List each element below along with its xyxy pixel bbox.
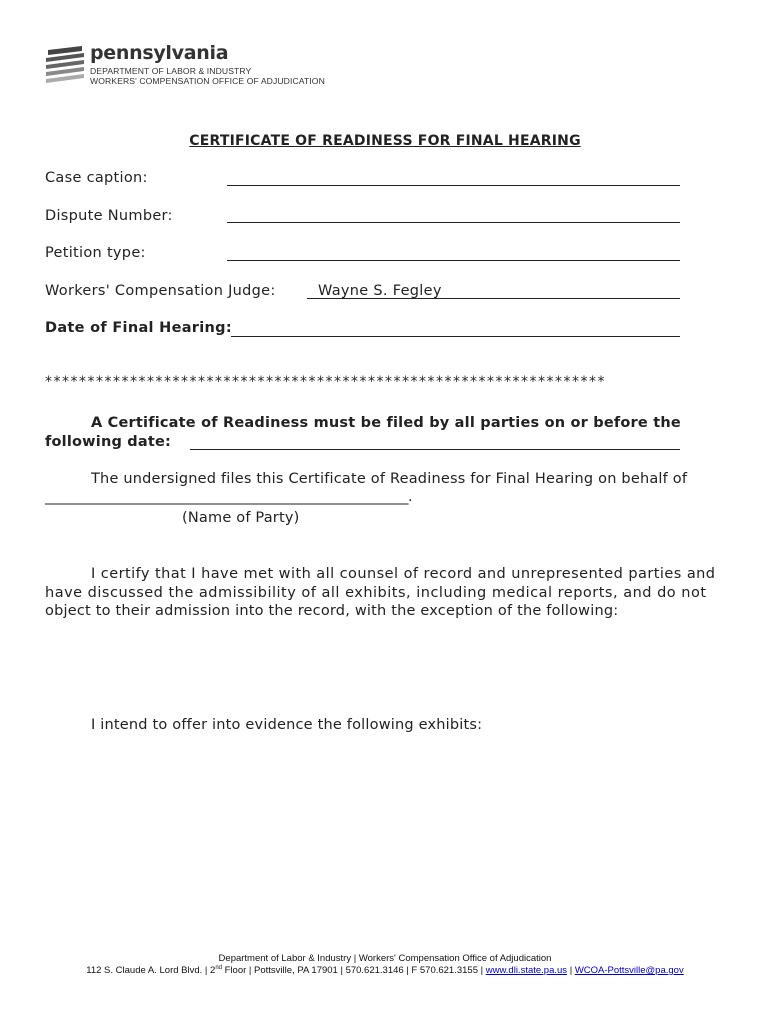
notice-line-1: A Certificate of Readiness must be filed by all parties on or before the bbox=[91, 415, 681, 431]
separator-asterisks: ****************************************************************** bbox=[45, 374, 606, 390]
exhibits-line: I intend to offer into evidence the following exhibits: bbox=[91, 717, 483, 733]
judge-value: Wayne S. Fegley bbox=[318, 283, 442, 299]
petition-type-field[interactable] bbox=[227, 260, 680, 261]
judge-label: Workers' Compensation Judge: bbox=[45, 283, 276, 299]
certify-line-1: I certify that I have met with all counsel of record and unrepresented parties and bbox=[91, 566, 716, 582]
final-hearing-field[interactable] bbox=[231, 336, 680, 337]
dispute-number-field[interactable] bbox=[227, 222, 680, 223]
logo-wordmark: pennsylvania bbox=[90, 42, 229, 64]
dispute-number-label: Dispute Number: bbox=[45, 208, 173, 224]
party-caption: (Name of Party) bbox=[182, 510, 300, 526]
page-title: CERTIFICATE OF READINESS FOR FINAL HEARING bbox=[189, 133, 581, 149]
case-caption-field[interactable] bbox=[227, 185, 680, 186]
petition-type-label: Petition type: bbox=[45, 245, 146, 261]
footer-separator: | bbox=[567, 965, 575, 977]
certify-line-2: have discussed the admissibility of all exhibits, including medical reports, and do not bbox=[45, 585, 707, 601]
filing-date-field[interactable] bbox=[190, 449, 680, 450]
behalf-line: The undersigned files this Certificate of Readiness for Final Hearing on behalf of bbox=[91, 471, 688, 487]
case-caption-label: Case caption: bbox=[45, 170, 148, 186]
agency-logo bbox=[44, 44, 344, 90]
footer-website-link[interactable]: www.dli.state.pa.us bbox=[485, 965, 568, 977]
certify-line-3: object to their admission into the record, with the exception of the following: bbox=[45, 603, 619, 619]
footer-address-pre: 112 S. Claude A. Lord Blvd. | 2 bbox=[86, 965, 216, 977]
footer-address bbox=[0, 965, 770, 976]
keystone-logo-icon bbox=[44, 44, 86, 88]
footer-address-sup: nd bbox=[215, 965, 222, 971]
footer-email-link[interactable]: WCOA-Pottsville@pa.gov bbox=[574, 965, 684, 977]
notice-line-2: following date: bbox=[45, 434, 172, 450]
party-name-field[interactable]: _____________________________________________________. bbox=[45, 489, 413, 505]
logo-office: WORKERS' COMPENSATION OFFICE OF ADJUDICATION bbox=[90, 76, 325, 86]
footer-department: Department of Labor & Industry | Workers' Compensation Office of Adjudication bbox=[218, 953, 552, 964]
logo-department: DEPARTMENT OF LABOR & INDUSTRY bbox=[90, 66, 252, 76]
final-hearing-label: Date of Final Hearing: bbox=[45, 320, 232, 336]
footer-address-post: Floor | Pottsville, PA 17901 | 570.621.3146 | F 570.621.3155 | bbox=[222, 965, 486, 977]
